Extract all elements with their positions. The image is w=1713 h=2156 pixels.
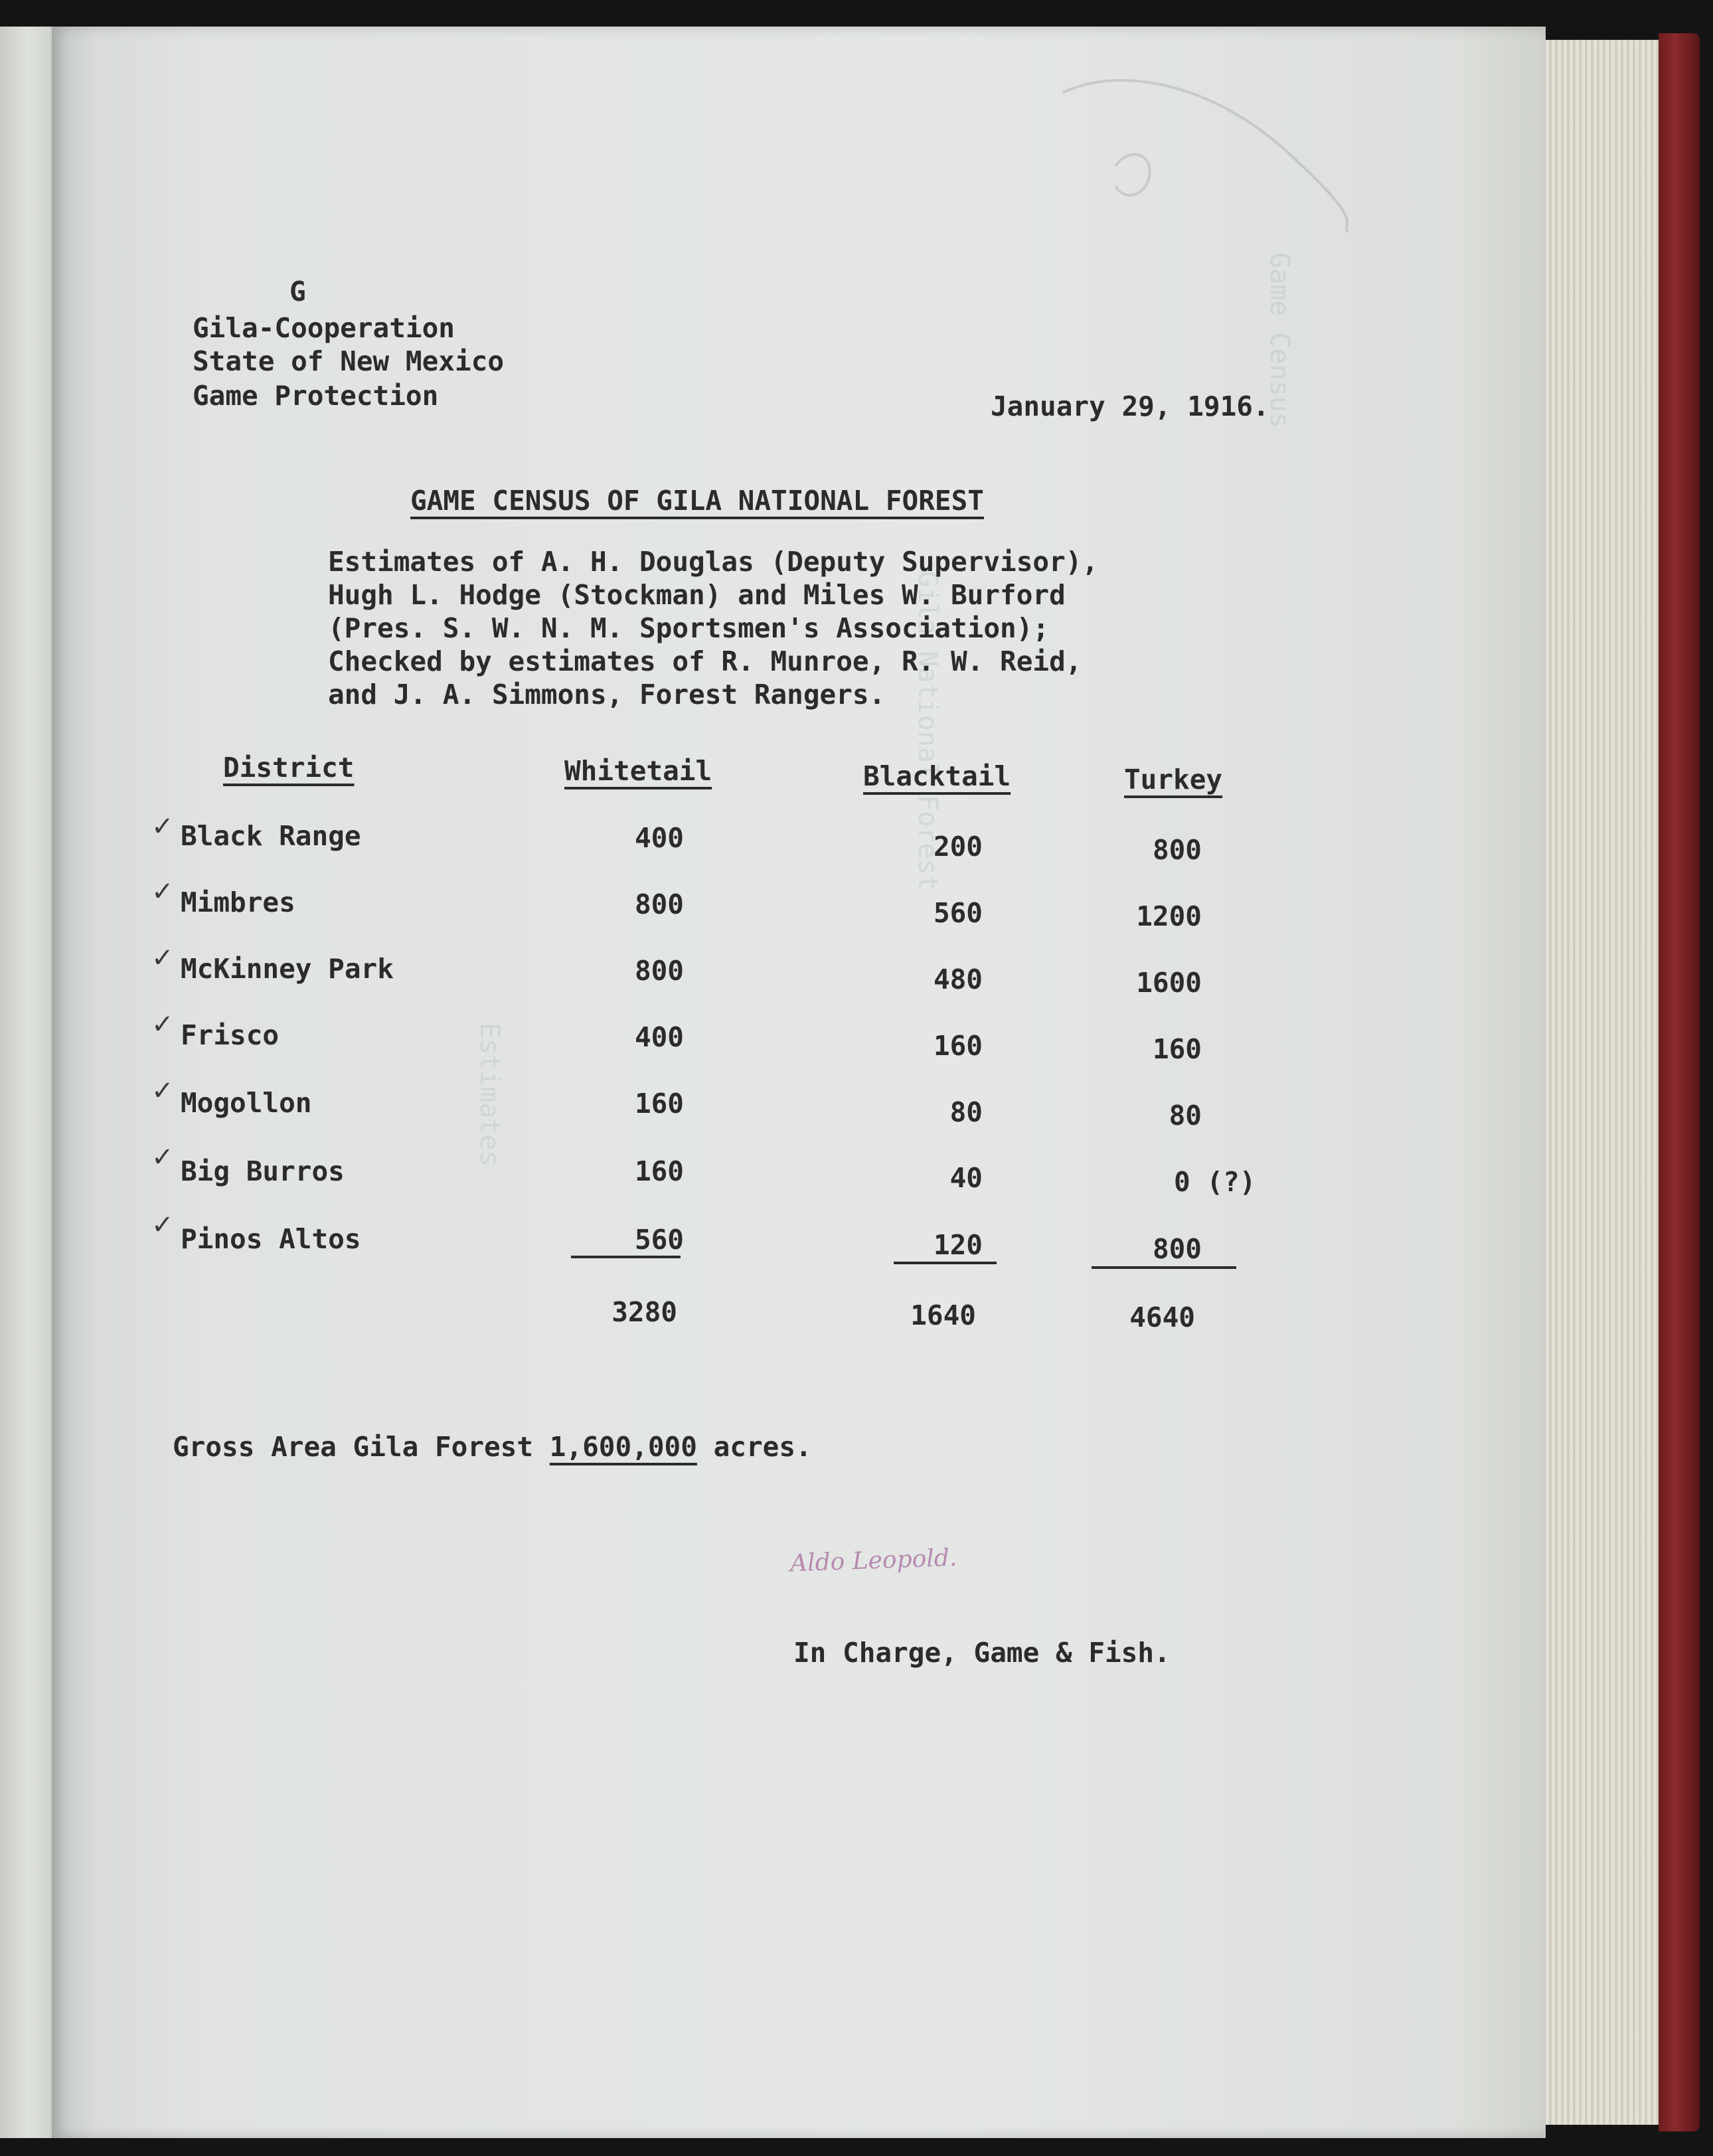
letter-date: January 29, 1916. — [991, 390, 1269, 422]
table-cell-turkey: 1600 — [1136, 967, 1202, 999]
page-edges — [1546, 40, 1659, 2125]
file-line: Gila-Cooperation — [193, 312, 455, 344]
table-cell-whitetail: 160 — [634, 1155, 684, 1187]
table-cell-turkey: 800 — [1152, 834, 1202, 866]
table-cell-whitetail: 160 — [634, 1088, 684, 1119]
total-rule — [894, 1262, 997, 1264]
bleed-through-text: Gila National Forest — [912, 571, 943, 891]
table-cell-district: Black Range — [181, 820, 361, 852]
document-title: GAME CENSUS OF GILA NATIONAL FOREST — [410, 485, 984, 517]
table-total-turkey: 4640 — [1129, 1301, 1195, 1333]
table-cell-blacktail: 560 — [933, 897, 983, 929]
table-cell-whitetail: 800 — [634, 888, 684, 920]
table-cell-whitetail: 400 — [634, 1021, 684, 1053]
table-cell-blacktail: 80 — [949, 1096, 983, 1128]
check-mark-icon: ✓ — [151, 1210, 174, 1240]
table-cell-turkey: 1200 — [1136, 900, 1202, 932]
table-cell-district: McKinney Park — [181, 953, 394, 985]
intro-line: Hugh L. Hodge (Stockman) and Miles W. Burford — [328, 579, 1066, 611]
table-header-blacktail: Blacktail — [863, 760, 1011, 792]
table-cell-turkey: 160 — [1152, 1033, 1202, 1065]
table-cell-blacktail: 40 — [949, 1162, 983, 1194]
gross-area — [173, 1431, 812, 1463]
total-rule — [571, 1256, 681, 1258]
table-cell-district: Mimbres — [181, 886, 295, 918]
intro-line: Checked by estimates of R. Munroe, R. W. Reid, — [328, 645, 1082, 677]
file-code: G — [289, 276, 306, 307]
table-header-district: District — [223, 752, 355, 784]
table-cell-blacktail: 480 — [933, 963, 983, 995]
check-mark-icon: ✓ — [151, 1076, 174, 1106]
intro-line: Estimates of A. H. Douglas (Deputy Supervisor), — [328, 546, 1099, 578]
bleed-through-text: Game Census — [1264, 252, 1295, 428]
signature-title: In Charge, Game & Fish. — [793, 1637, 1171, 1669]
check-mark-icon: ✓ — [151, 1009, 174, 1040]
check-mark-icon: ✓ — [151, 811, 174, 842]
bleed-through-text: Estimates — [474, 1023, 505, 1167]
check-mark-icon: ✓ — [151, 876, 174, 907]
table-header-turkey: Turkey — [1124, 764, 1223, 795]
table-cell-blacktail: 200 — [933, 831, 983, 863]
table-cell-turkey: 80 — [1169, 1100, 1202, 1131]
table-cell-district: Frisco — [181, 1019, 280, 1051]
signature-stamp: Aldo Leopold. — [789, 1544, 957, 1578]
gross-area-label: Gross Area Gila Forest — [173, 1431, 550, 1463]
table-cell-blacktail: 160 — [933, 1030, 983, 1062]
check-mark-icon: ✓ — [151, 943, 174, 973]
table-total-blacktail: 1640 — [910, 1299, 976, 1331]
table-total-whitetail: 3280 — [612, 1296, 677, 1328]
table-cell-turkey: 0 (?) — [1174, 1166, 1256, 1198]
gross-area-value: 1,600,000 — [549, 1431, 697, 1463]
table-cell-district: Big Burros — [181, 1155, 345, 1187]
table-cell-blacktail: 120 — [933, 1229, 983, 1261]
table-cell-district: Mogollon — [181, 1087, 312, 1119]
pencil-annotation-icon — [1036, 53, 1368, 239]
file-line: Game Protection — [193, 380, 439, 412]
intro-line: and J. A. Simmons, Forest Rangers. — [328, 679, 886, 710]
table-cell-whitetail: 800 — [634, 955, 684, 987]
table-cell-turkey: 800 — [1152, 1233, 1202, 1265]
book-cover — [1659, 33, 1700, 2131]
check-mark-icon: ✓ — [151, 1142, 174, 1173]
table-header-whitetail: Whitetail — [564, 755, 712, 787]
table-cell-district: Pinos Altos — [181, 1223, 361, 1255]
table-cell-whitetail: 400 — [634, 822, 684, 854]
intro-line: (Pres. S. W. N. M. Sportsmen's Association); — [328, 612, 1050, 644]
file-line: State of New Mexico — [193, 345, 504, 377]
table-cell-whitetail: 560 — [634, 1224, 684, 1256]
gross-area-unit: acres. — [696, 1431, 812, 1463]
total-rule — [1092, 1266, 1236, 1269]
